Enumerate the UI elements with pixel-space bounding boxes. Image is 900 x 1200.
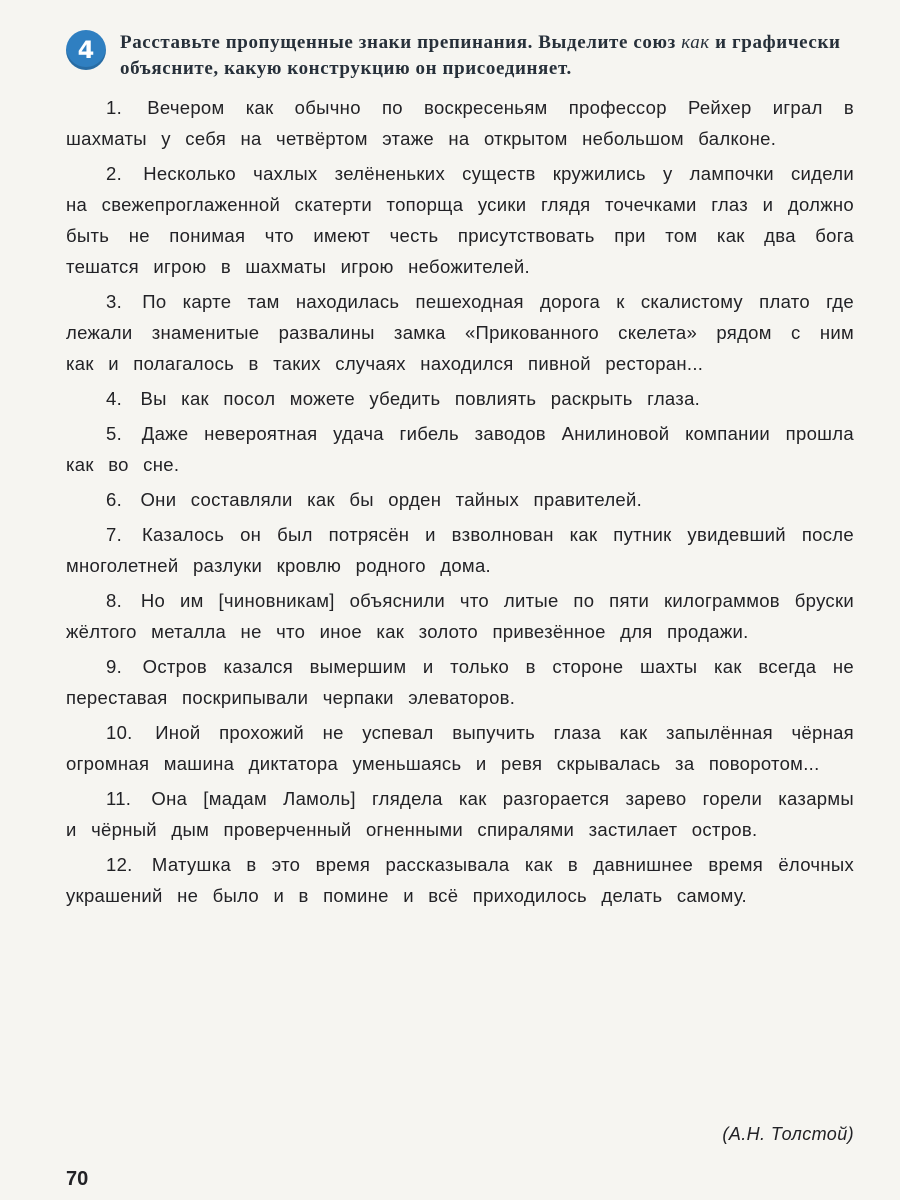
exercise-number: 7. <box>106 524 123 545</box>
exercise-text: По карте там находилась пешеходная дорога к скалистому плато где лежали знаменитые развалины замка «Прикованного скелета» рядом с ним как и полагалось в таких случаях находился пивной ресторан... <box>66 291 854 374</box>
exercise-item <box>66 783 854 845</box>
exercise-text: Казалось он был потрясён и взволнован как путник увидевший после многолетней разлуки кровлю родного дома. <box>66 524 854 576</box>
exercise-number: 8. <box>106 590 123 611</box>
exercise-list <box>66 92 854 915</box>
task-instruction-part1: Расставьте пропущенные знаки препинания. Выделите союз <box>120 32 682 53</box>
exercise-text: Она [мадам Ламоль] глядела как разгорается зарево горели казармы и чёрный дым проверченный огненными спиралями застилает остров. <box>66 788 854 840</box>
exercise-number: 3. <box>106 291 123 312</box>
task-instruction-emphasis: как <box>681 32 710 53</box>
task-number-badge: 4 <box>66 30 106 70</box>
exercise-item <box>66 92 854 154</box>
exercise-item <box>66 849 854 911</box>
exercise-item <box>66 383 854 414</box>
exercise-item <box>66 484 854 515</box>
exercise-text: Иной прохожий не успевал выпучить глаза как запылённая чёрная огромная машина диктатора уменьшаясь и ревя скрывалась за поворотом... <box>66 722 854 774</box>
page-number: 70 <box>66 1168 89 1190</box>
exercise-text: Вечером как обычно по воскресеньям профессор Рейхер играл в шахматы у себя на четвёртом этаже на открытом небольшом балконе. <box>66 97 854 149</box>
exercise-number: 6. <box>106 489 123 510</box>
exercise-text: Несколько чахлых зелёненьких существ кружились у лампочки сидели на свежепроглаженной скатерти топорща усики глядя точечками глаз и должно быть не понимая что имеют честь присутствовать при том как два бога тешатся игрою в шахматы игрою небожителей. <box>66 163 854 277</box>
exercise-number: 1. <box>106 97 123 118</box>
exercise-item <box>66 585 854 647</box>
exercise-text: Вы как посол можете убедить повлиять раскрыть глаза. <box>140 388 701 409</box>
exercise-text: Они составляли как бы орден тайных правителей. <box>140 489 643 510</box>
exercise-number: 10. <box>106 722 133 743</box>
task-instruction <box>120 30 860 82</box>
exercise-number: 4. <box>106 388 123 409</box>
exercise-number: 5. <box>106 423 123 444</box>
task-header <box>66 30 866 82</box>
exercise-item <box>66 717 854 779</box>
exercise-item <box>66 651 854 713</box>
exercise-item <box>66 286 854 379</box>
exercise-text: Матушка в это время рассказывала как в давнишнее время ёлочных украшений не было и в помине и всё приходилось делать самому. <box>66 854 854 906</box>
exercise-item <box>66 158 854 282</box>
exercise-text: Остров казался вымершим и только в стороне шахты как всегда не переставая поскрипывали черпаки элеваторов. <box>66 656 854 708</box>
exercise-item <box>66 519 854 581</box>
exercise-number: 12. <box>106 854 133 875</box>
task-instruction-part2: и графически объясните, какую конструкцию он присоединяет. <box>120 32 841 79</box>
exercise-number: 2. <box>106 163 123 184</box>
exercise-number: 11. <box>106 788 132 809</box>
exercise-number: 9. <box>106 656 123 677</box>
source-attribution: (А.Н. Толстой) <box>722 1124 854 1144</box>
exercise-item <box>66 418 854 480</box>
exercise-text: Даже невероятная удача гибель заводов Анилиновой компании прошла как во сне. <box>66 423 854 475</box>
exercise-text: Но им [чиновникам] объяснили что литые по пяти килограммов бруски жёлтого металла не что иное как золото привезённое для продажи. <box>66 590 854 642</box>
